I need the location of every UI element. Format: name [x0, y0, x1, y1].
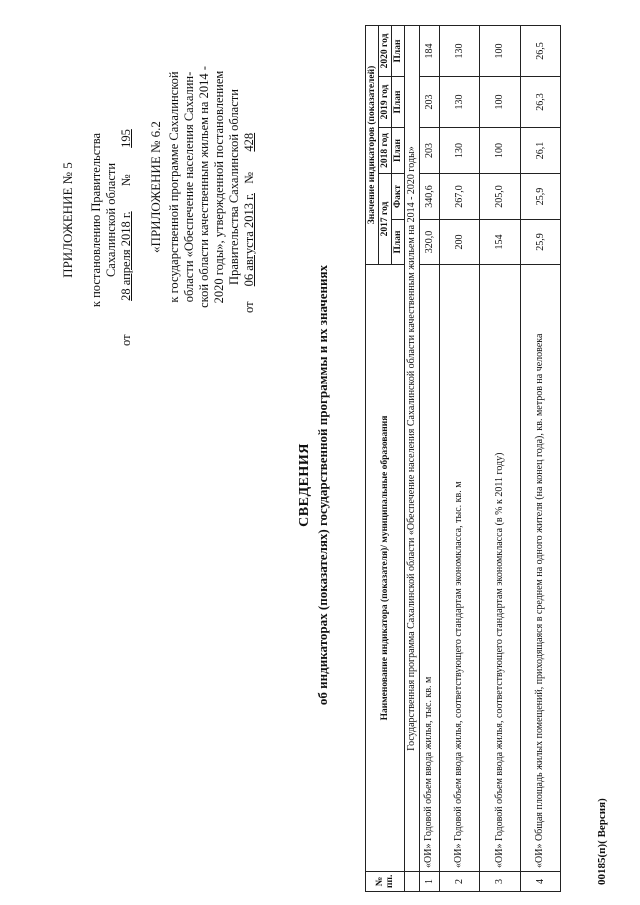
value-2017-plan: 154: [480, 220, 520, 265]
row-indicator: «ОИ» Общая площадь жилых помещений, приходящаяся в среднем на одного жителя (на конец года), кв. метров на человека: [520, 265, 560, 872]
appendix-from-label: от: [119, 334, 133, 346]
table-row: [419, 25, 439, 891]
appendix-region: Сахалинской области: [104, 162, 118, 278]
value-2018-plan: 100: [480, 128, 520, 174]
value-2019-plan: 130: [439, 77, 479, 128]
col-header-number: № пп.: [366, 872, 405, 892]
year-header: 2019 год: [379, 77, 392, 128]
sub-appendix-date: 06 августа 2013 г.: [242, 193, 256, 287]
plan-header: План: [392, 220, 405, 265]
document-footer-code: 00185(п)( Версия): [596, 798, 608, 885]
plan-header: План: [392, 25, 405, 76]
value-2020-plan: 130: [439, 25, 479, 76]
sub-appendix-number-label: №: [242, 171, 256, 184]
sub-appendix-line: Правительства Сахалинской области: [227, 89, 241, 285]
value-2020-plan: 100: [480, 25, 520, 76]
value-2018-plan: 203: [419, 128, 439, 174]
page-title: СВЕДЕНИЯ: [297, 443, 312, 527]
value-2019-plan: 100: [480, 77, 520, 128]
value-2017-fact: 267,0: [439, 174, 479, 220]
sub-appendix-title: «ПРИЛОЖЕНИЕ № 6.2: [148, 121, 163, 253]
table-row: [520, 25, 560, 891]
sub-appendix-line: области «Обеспечение населения Сахалин-: [182, 71, 196, 303]
value-2017-plan: 25,9: [520, 220, 560, 265]
sub-appendix-line: ской области качественным жильем на 2014 -: [197, 66, 211, 308]
sub-appendix-line: к государственной программе Сахалинской: [167, 71, 181, 303]
value-2019-plan: 203: [419, 77, 439, 128]
row-indicator: «ОИ» Годовой объем ввода жилья, тыс. кв. м: [419, 265, 439, 872]
row-number: 2: [439, 872, 479, 892]
heading-block: [0, 125, 340, 845]
year-header: 2018 год: [379, 128, 392, 174]
appendix-number: 195: [119, 129, 133, 148]
appendix-to-resolution: к постановлению Правительства: [89, 132, 103, 308]
plan-header: План: [392, 77, 405, 128]
row-number: 1: [419, 872, 439, 892]
year-header: 2020 год: [379, 25, 392, 76]
value-2018-plan: 26,1: [520, 128, 560, 174]
col-header-values: Значение индикаторов (показателей): [366, 25, 379, 264]
fact-header: Факт: [392, 174, 405, 220]
value-2017-fact: 340,6: [419, 174, 439, 220]
appendix-date: 28 апреля 2018 г.: [119, 211, 133, 301]
value-2020-plan: 184: [419, 25, 439, 76]
value-2017-plan: 320,0: [419, 220, 439, 265]
sub-appendix-number: 428: [242, 132, 256, 152]
page-subtitle: об индикаторах (показателях) государственной программы и их значениях: [315, 264, 330, 706]
value-2020-plan: 26,5: [520, 25, 560, 76]
section-number-cell: [405, 872, 419, 892]
plan-header: План: [392, 128, 405, 174]
appendix-number-label: №: [119, 174, 133, 187]
year-header: 2017 год: [379, 174, 392, 265]
row-number: 3: [480, 872, 520, 892]
value-2018-plan: 130: [439, 128, 479, 174]
value-2017-plan: 200: [439, 220, 479, 265]
appendix-title: ПРИЛОЖЕНИЕ № 5: [60, 162, 75, 278]
row-indicator: «ОИ» Годовой объем ввода жилья, соответствующего стандартам экономкласса, тыс. кв. м: [439, 265, 479, 872]
section-title: Государственная программа Сахалинской области «Обеспечение населения Сахалинской области качественным жильем на 2014 - 2020 годы»: [405, 25, 419, 871]
table-row: [480, 25, 520, 891]
value-2019-plan: 26,3: [520, 77, 560, 128]
table-row: [439, 25, 479, 891]
value-2017-fact: 25,9: [520, 174, 560, 220]
indicators-table: [365, 25, 561, 892]
sub-appendix-from-label: от: [242, 301, 256, 313]
value-2017-fact: 205,0: [480, 174, 520, 220]
sub-appendix-line: 2020 годы», утвержденной постановлением: [212, 70, 226, 304]
col-header-name: Наименование индикатора (показателя)/ муниципальные образования: [366, 265, 405, 872]
row-number: 4: [520, 872, 560, 892]
row-indicator: «ОИ» Годовой объем ввода жилья, соответствующего стандартам экономкласса (в % к 2011 году): [480, 265, 520, 872]
